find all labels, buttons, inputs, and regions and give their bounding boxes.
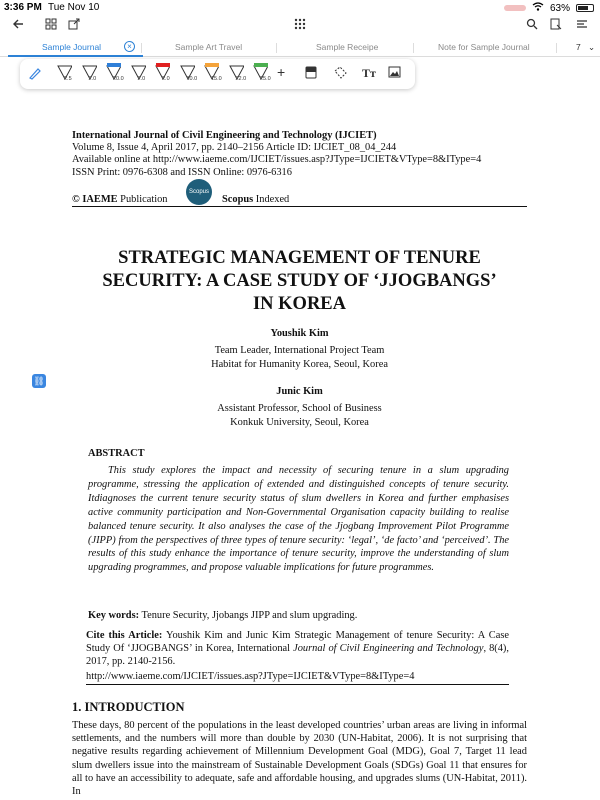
cite-journal: Journal of Civil Engineering and Technology: [293, 643, 484, 655]
volume-line: Volume 8, Issue 4, April 2017, pp. 2140–2156 Article ID: IJCIET_08_04_244: [72, 142, 397, 153]
tab-sample-art-travel[interactable]: Sample Art Travel: [175, 42, 243, 52]
scopus-indexed: [222, 194, 289, 206]
battery-percent: 63%: [549, 2, 570, 14]
active-tab-indicator: [8, 55, 143, 57]
keywords-label: Key words:: [88, 610, 140, 621]
author-1-name: Youshik Kim: [270, 328, 329, 339]
pen-tool-2[interactable]: [79, 62, 101, 86]
publisher-suffix: Publication: [117, 194, 168, 205]
lasso-select-icon[interactable]: [333, 66, 347, 83]
tab-divider: [276, 43, 277, 53]
issn-line: ISSN Print: 0976-6308 and ISSN Online: 0976-6316: [72, 167, 292, 178]
abstract-text: This study explores the impact and necessity of securing tenure in a slum upgrading programme, stressing the application of extended and distinguished concepts of tenure security. Itdiagnoses the current tenure security status of slum dwellers in Korea and further emphasises active community participation and Non-Governmental Organisation capacity building to realise balanced tenure security. It also analyses the case of the Jjogbang Improvement Pilot Programme (JIPP) from the perspectives of three types of tenure security: ‘legal’, ‘de facto’ and ‘perceived’. The results of this study enhance the importance of tenure security, improve the understanding of slum upgrading programmes, and propose valuable implications for future programmes.: [88, 465, 509, 574]
pen-color-swatch: [254, 63, 268, 67]
tab-divider: [556, 43, 557, 53]
paper-title-line-1: STRATEGIC MANAGEMENT OF TENURE: [118, 248, 481, 268]
pen-color-swatch: [107, 63, 121, 67]
app-nav-bar: [0, 16, 600, 38]
tab-count[interactable]: 7: [576, 42, 581, 52]
tab-divider: [141, 43, 142, 53]
pdf-page: [0, 92, 600, 800]
author-2-name: Junic Kim: [276, 386, 323, 397]
search-icon[interactable]: [526, 18, 538, 33]
header-rule: [72, 206, 527, 207]
pen-size-label: 10.0: [186, 76, 198, 82]
apps-icon[interactable]: [294, 18, 306, 33]
paper-title-line-2: SECURITY: A CASE STUDY OF ‘JJOGBANGS’: [102, 271, 497, 291]
tab-note-for-sample-journal[interactable]: Note for Sample Journal: [438, 42, 530, 52]
tab-sample-journal[interactable]: Sample Journal: [42, 42, 102, 52]
eraser-icon[interactable]: [305, 66, 317, 82]
cite-label: Cite this Article:: [86, 630, 163, 641]
pen-color-swatch: [205, 63, 219, 67]
publisher-prefix: © IAEME: [72, 194, 118, 205]
share-icon[interactable]: [68, 18, 80, 33]
add-pen-button[interactable]: +: [277, 64, 286, 80]
scopus-suffix: Indexed: [253, 194, 290, 205]
scopus-logo: [186, 179, 212, 205]
cite-text-2: , 8(4), 2017, pp. 2140-2156.: [86, 643, 509, 668]
grid-icon[interactable]: [45, 18, 57, 33]
status-right: [504, 2, 594, 14]
pen-toolbar: [20, 59, 415, 89]
pen-tool-6[interactable]: [177, 62, 199, 86]
pen-size-label: 22.0: [235, 76, 247, 82]
introduction-heading: 1. INTRODUCTION: [72, 700, 185, 714]
tab-close-icon[interactable]: ×: [124, 41, 135, 52]
pen-size-label: 2.0: [137, 76, 146, 82]
available-line[interactable]: Available online at http://www.iaeme.com/IJCIET/issues.asp?JType=IJCIET&VType=8&IType=4: [72, 154, 482, 165]
scopus-bold: Scopus: [222, 194, 254, 205]
author-1-affiliation-2: Habitat for Humanity Korea, Seoul, Korea: [211, 359, 388, 370]
lasso-pen-icon[interactable]: [28, 66, 42, 83]
pen-size-label: 2.5: [64, 76, 72, 82]
recording-indicator-icon: [504, 5, 526, 11]
wifi-icon: [532, 2, 544, 14]
pen-tool-4[interactable]: [128, 62, 150, 86]
pen-tool-5[interactable]: [152, 62, 174, 86]
keywords-line: [88, 610, 357, 622]
pen-size-label: 20.0: [113, 76, 124, 82]
author-2-affiliation-2: Konkuk University, Seoul, Korea: [230, 417, 369, 428]
author-1-affiliation-1: Team Leader, International Project Team: [214, 345, 385, 356]
tab-sample-receipe[interactable]: Sample Receipe: [316, 42, 379, 52]
paper-title-line-3: IN KOREA: [252, 294, 347, 314]
cite-text-1: Youshik Kim and Junic Kim Strategic Management of tenure Security: A Case Study Of ‘JJOGBANGS’ in Korea, International: [86, 630, 509, 655]
pen-tool-3[interactable]: [103, 62, 125, 86]
clock: 3:36 PM: [4, 2, 42, 13]
date: Tue Nov 10: [48, 2, 100, 13]
pen-size-label: 2.0: [88, 76, 97, 82]
pen-tool-7[interactable]: [201, 62, 223, 86]
pen-size-label: 2.0: [162, 76, 170, 82]
introduction-text: These days, 80 percent of the populations in the least developed countries’ urban areas are living in informal settlements, and the numbers will more than double by 2030 (UN-Habitat, 2006). It is not surprising that negative results regarding achievement of Millennium Development Goal (MDG), Goal 7, Target 11 lead slum dwellers issue into the mainstream of Sustainable Development Goals (SDGs) Goal 11 that ensures for all to have an accessibility to adequate, safe and affordable housing, and upgrades slums (UN-Habitat, 2011). In: [72, 720, 527, 798]
pen-size-label: 15.0: [211, 76, 222, 82]
back-arrow-icon[interactable]: [12, 18, 24, 33]
text-tool-icon[interactable]: Tт: [362, 66, 376, 80]
battery-icon: [576, 4, 594, 12]
cite-rule: [86, 684, 509, 685]
pen-tool-9[interactable]: [250, 62, 272, 86]
cite-article: [86, 629, 509, 669]
chevron-down-icon[interactable]: ⌄: [588, 42, 596, 52]
pen-tool-1[interactable]: [54, 62, 76, 86]
keywords-text: Tenure Security, Jjobangs JIPP and slum upgrading.: [139, 610, 358, 621]
status-bar: [0, 0, 600, 16]
scopus-logo-text: Scopus: [188, 189, 209, 195]
image-tool-icon[interactable]: [388, 66, 401, 81]
pen-tool-8[interactable]: [226, 62, 248, 86]
menu-icon[interactable]: [576, 18, 588, 33]
publisher-line: [72, 194, 168, 206]
pen-color-swatch: [156, 63, 170, 67]
link-icon[interactable]: ⛓: [33, 376, 45, 386]
cite-url[interactable]: http://www.iaeme.com/IJCIET/issues.asp?JType=IJCIET&VType=8&IType=4: [86, 671, 415, 682]
journal-name: International Journal of Civil Engineering and Technology (IJCIET): [72, 130, 377, 141]
pen-size-label: 25.0: [260, 76, 271, 82]
document-tabs: [0, 39, 600, 57]
author-2-affiliation-1: Assistant Professor, School of Business: [217, 403, 382, 414]
page-icon[interactable]: [550, 18, 562, 33]
tab-divider: [413, 43, 414, 53]
abstract-heading: ABSTRACT: [88, 448, 145, 459]
